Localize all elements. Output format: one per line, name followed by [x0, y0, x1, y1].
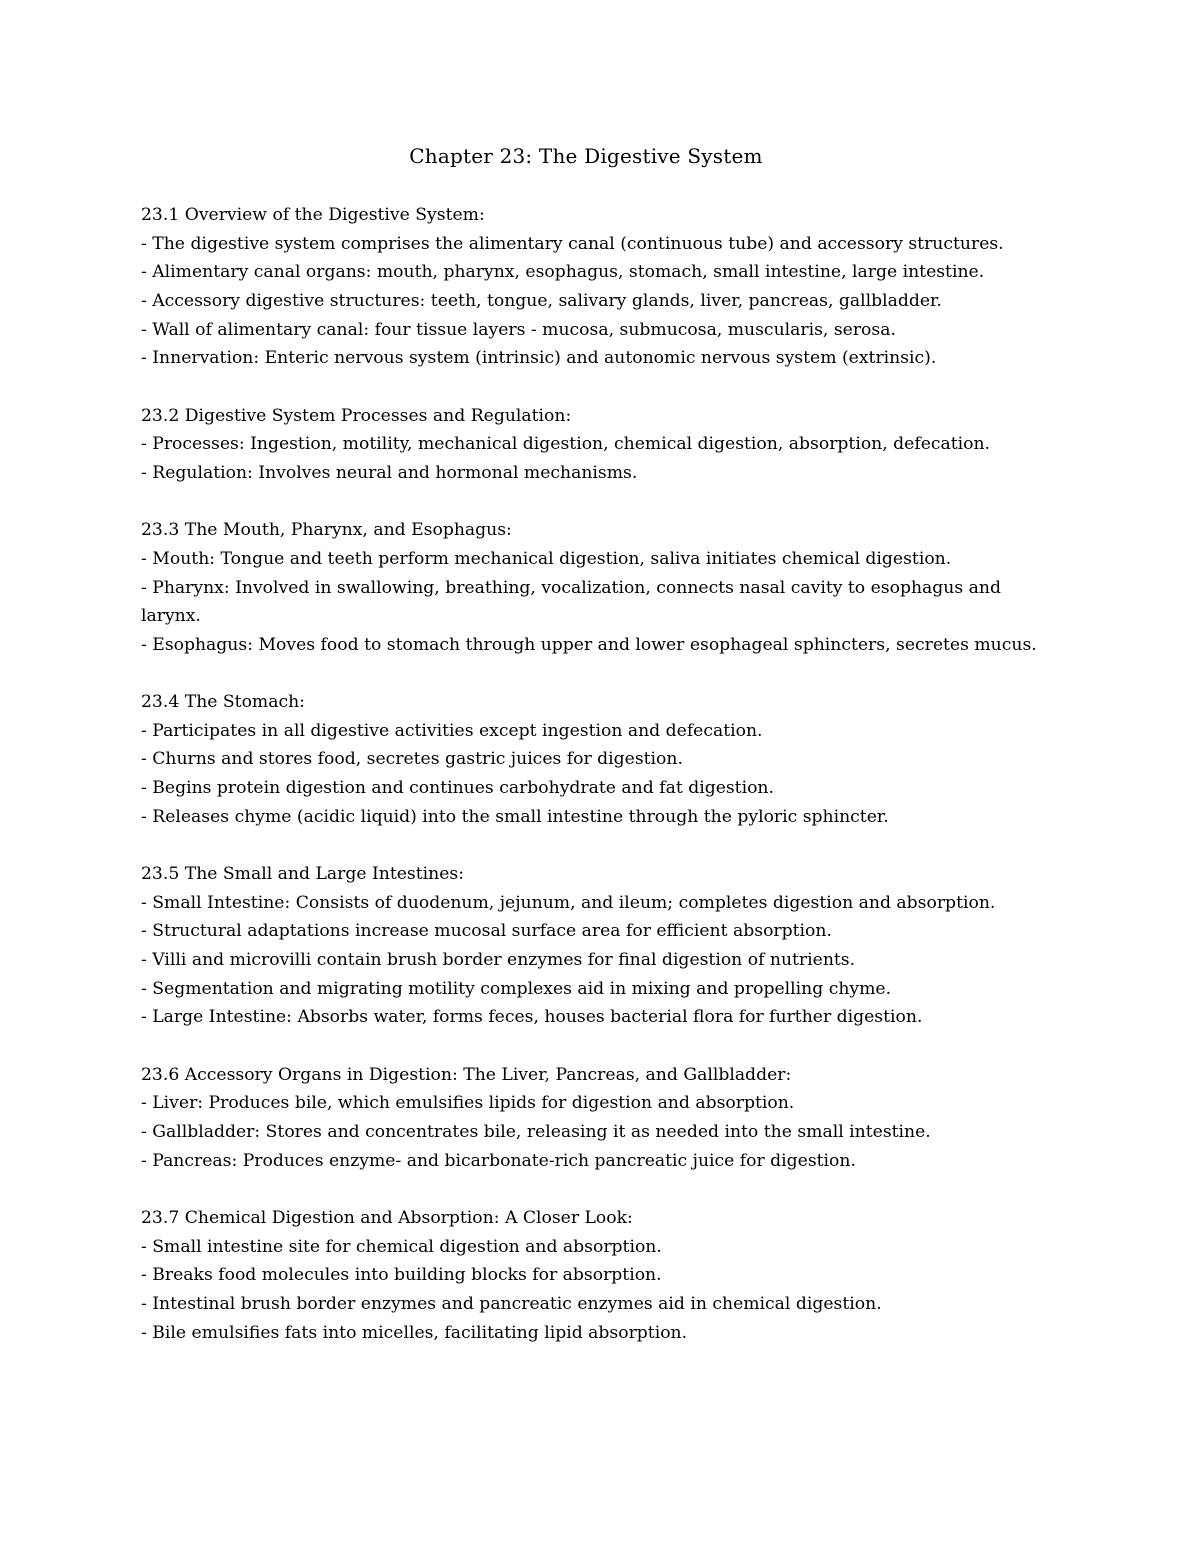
section-overview [141, 201, 1061, 373]
bullet-item: - Breaks food molecules into building blocks for absorption. [141, 1265, 662, 1286]
section-heading: 23.5 The Small and Large Intestines: [141, 864, 464, 885]
bullet-item: - Accessory digestive structures: teeth, tongue, salivary glands, liver, pancreas, gallbladder. [141, 290, 942, 311]
bullet-item: - Villi and microvilli contain brush border enzymes for final digestion of nutrients. [141, 950, 856, 970]
bullet-item: - Structural adaptations increase mucosal surface area for efficient absorption. [141, 921, 832, 942]
bullet-item: - Begins protein digestion and continues carbohydrate and fat digestion. [141, 778, 774, 799]
section-heading: 23.2 Digestive System Processes and Regulation: [141, 405, 572, 426]
section-intestines [141, 860, 1061, 1032]
section-heading: 23.6 Accessory Organs in Digestion: The Liver, Pancreas, and Gallbladder: [141, 1064, 792, 1085]
section-accessory-organs [141, 1061, 1061, 1176]
bullet-item: - Releases chyme (acidic liquid) into the small intestine through the pyloric sphincter. [141, 806, 889, 827]
bullet-item: - Processes: Ingestion, motility, mechanical digestion, chemical digestion, absorption, defecation. [141, 434, 991, 455]
bullet-item: - Regulation: Involves neural and hormonal mechanisms. [141, 462, 638, 483]
bullet-item: - Bile emulsifies fats into micelles, facilitating lipid absorption. [141, 1322, 688, 1343]
bullet-item: - Innervation: Enteric nervous system (intrinsic) and autonomic nervous system (extrinsic). [141, 348, 937, 369]
bullet-item: - Wall of alimentary canal: four tissue layers - mucosa, submucosa, muscularis, serosa. [141, 319, 896, 340]
bullet-item: - Alimentary canal organs: mouth, pharynx, esophagus, stomach, small intestine, large intestine. [141, 262, 985, 283]
bullet-item: - Participates in all digestive activities except ingestion and defecation. [141, 720, 763, 741]
bullet-item: - Small Intestine: Consists of duodenum, jejunum, and ileum; completes digestion and absorption. [141, 892, 996, 913]
bullet-item: - Segmentation and migrating motility complexes aid in mixing and propelling chyme. [141, 978, 892, 999]
bullet-item: - Pharynx: Involved in swallowing, breathing, vocalization, connects nasal cavity to esophagus and larynx. [141, 577, 1001, 627]
section-heading: 23.3 The Mouth, Pharynx, and Esophagus: [141, 520, 512, 541]
bullet-item: - Large Intestine: Absorbs water, forms feces, houses bacterial flora for further digestion. [141, 1007, 923, 1028]
bullet-item: - Small intestine site for chemical digestion and absorption. [141, 1236, 662, 1257]
bullet-item: - Churns and stores food, secretes gastric juices for digestion. [141, 749, 683, 770]
bullet-item: - Esophagus: Moves food to stomach through upper and lower esophageal sphincters, secretes mucus. [141, 634, 1037, 655]
section-mouth [141, 516, 1061, 659]
bullet-item: - Gallbladder: Stores and concentrates bile, releasing it as needed into the small intestine. [141, 1121, 931, 1142]
section-chemical-digestion [141, 1204, 1061, 1347]
section-stomach [141, 688, 1061, 831]
section-processes [141, 402, 1061, 488]
bullet-item: - Liver: Produces bile, which emulsifies lipids for digestion and absorption. [141, 1093, 795, 1114]
section-heading: 23.7 Chemical Digestion and Absorption: A Closer Look: [141, 1207, 633, 1228]
section-heading: 23.4 The Stomach: [141, 692, 305, 713]
bullet-item: - Pancreas: Produces enzyme- and bicarbonate-rich pancreatic juice for digestion. [141, 1150, 856, 1171]
bullet-item: - Intestinal brush border enzymes and pancreatic enzymes aid in chemical digestion. [141, 1293, 882, 1314]
bullet-item: - Mouth: Tongue and teeth perform mechanical digestion, saliva initiates chemical digestion. [141, 548, 952, 569]
page-title: Chapter 23: The Digestive System [409, 144, 763, 168]
document-body [141, 201, 1061, 1347]
bullet-item: - The digestive system comprises the alimentary canal (continuous tube) and accessory structures. [141, 233, 1004, 254]
section-heading: 23.1 Overview of the Digestive System: [141, 205, 485, 225]
